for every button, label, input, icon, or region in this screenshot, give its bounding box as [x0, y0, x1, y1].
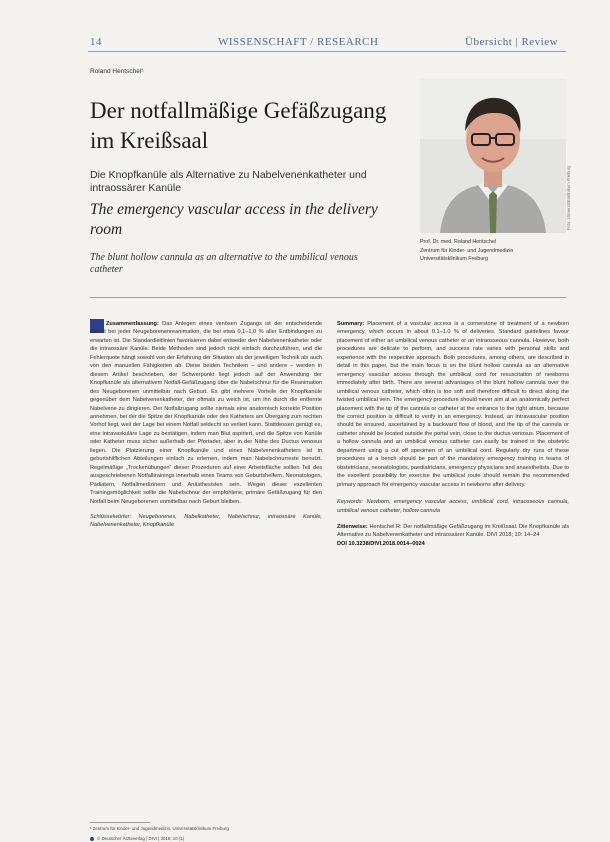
citation-doi: DOI 10.3238/DIVI.2018.0014–0024 — [337, 540, 425, 547]
footnote: ¹ Zentrum für Kinder- und Jugendmedizin, Universitätsklinikum Freiburg — [90, 826, 229, 831]
photo-caption — [420, 238, 570, 264]
page-number: 14 — [90, 36, 102, 48]
english-keywords — [337, 498, 569, 515]
footnote-divider — [90, 822, 150, 823]
caption-line-1: Zentrum für Kinder- und Jugendmedizin — [420, 247, 514, 254]
author-photo — [420, 79, 566, 233]
citation-heading: Zitierweise: — [337, 523, 368, 530]
english-keywords-heading: Keywords: — [337, 499, 364, 506]
german-summary-column — [90, 320, 322, 530]
german-summary — [90, 320, 322, 506]
section-label: WISSENSCHAFT / RESEARCH — [218, 36, 379, 48]
article-subtitle: Die Knopfkanüle als Alternative zu Nabelvenenkatheter und intraossärer Kanüle — [90, 169, 367, 194]
citation-text: Hentschel R: Der notfallmäßige Gefäßzugang im Kreißsaal. Die Knopfkanüle als Alternative zu Nabelvenenkatheter und intraossärer Kanüle. DIVI 2018; 10: 14–24 — [337, 523, 569, 539]
footer-dot-icon — [90, 837, 94, 841]
citation-block — [337, 523, 569, 548]
photo-credit: Foto: Universitätsklinikum Freiburg — [566, 165, 571, 230]
german-summary-text: Das Anlegen eines venösen Zugangs ist der entscheidende Schritt bei jeder Neugeborenenreanimation, die bei etwa 0,1–1,0 % aller Entbindungen zu erwarten ist. Die Standardleitlinien favorisieren dabei entweder den Nabelvenenkatheter oder die intraossäre Kanüle. Beide Methoden sind jedoch nicht einfach durchzuführen, und die Fehlerquote hängt sowohl von der Erfahrung der Situation als der jeweiligen Technik als auch von den manuellen Fähigkeiten ab. Diese beiden Techniken – und andere – werden in diesem Artikel beschrieben, der Schwerpunkt liegt jedoch auf der Anwendung der Knopfkanüle als alternativem Notfall-Gefäßzugang über die Nabelschnur für die Reanimation des Neugeborenen unmittelbar nach Geburt. Es gibt mehrere Vorteile der Knopfkanüle gegenüber dem Nabelvenenkatheter, der oftmals zu weich ist, um ihn durch die entfernte Nabelvene zu dirigieren. Der Notfallzugang sollte niemals eine anatomisch korrekte Position annehmen, bei der die Spitze der Knopfkanüle oder des Katheters am Übergang zum rechten Vorhof liegt, weil der Lage bei einem Notfall seldecht so verliert kann. Stattdessen genügt es, eine intravaskuläre Lage zu bestätigen, indem man Blut aspiriert, und die Spitze von Kanüle oder Katheter muss sicher außerhalb der Pfortader, aber in der Nähe des Ductus venosus liegen. Die Platzierung einer Knopfkanüle und eines Nabelvenenkatheters ist in geburtshilflichen Abteilungen einfach zu erlernen, indem man Nabelschnurreste benutzt. Regelmäßige „Trockenübungen“ dieser Prozeduren auf einer Arbeitsfläche sollten Teil des ausgeschriebenen Notfalltrainings innerhalb eines Teams von Geburtshelfern, Neonatologen, Pädiatern, Notfallmedizinern und Anästhesisten sein. Wegen dieser exzellenten Trainingsmöglichkeit sollte die Nabelschnur der empfohlene, primäre Gefäßzugang für den Notfall beim Neugeborenen unmittelbar nach Geburt bleiben. — [90, 321, 322, 505]
english-summary-heading: Summary: — [337, 321, 365, 327]
author-portrait-icon — [420, 79, 566, 233]
english-summary-text: Placement of a vascular access is a cornerstone of treatment of a newborn emergency, which occurs in about 0.1–1.0 % of deliveries. Standard guidelines favour placement of either an umbilical venous catheter or an intraosseous cannula. However, both procedures are delicate to perform, and success rate varies with personal skills and experience with the respective approach. Both procedures, among others, are described in detail in this paper, but the main focus is on the blunt hollow cannula as an alternative emergency vascular access through the umbilical cord for resuscitation of newborns immediately after birth. There are several advantages of the blunt hollow cannula over the umbilical venous catheter, which often is too soft and therefore difficult to direct along the twisted umbilical vein. The emergency procedure should never aim at an anatomically perfect placement with the tip of the cannula or catheter at the entrance to the right atrium, because the correct position is difficult to verify in an emergency. Instead, an intravascular position should be ensured, ascertained by a backward flow of blood, and the tip of the cannula or catheter should be located outside the portal vein, close to the ductus venosus. Placement of a hollow cannula and an umbilical venous catheter can easily be trained in the obstetric department using a cut off specimen of an umbilical cord. Regularly dry runs of these procedures at a bench should be part of the mandatory emergency training in teams of obstetricians, neonatologists, paediatricians, emergency physicians and anaesthetists. Due to the excellent possibility for exercise the umbilical route should remain the recommended primary approach for emergency vascular access in newborns after delivery. — [337, 321, 569, 488]
caption-line-2: Universitätsklinikum Freiburg — [420, 256, 488, 262]
header-divider — [88, 51, 566, 52]
german-keywords — [90, 513, 322, 530]
german-keywords-text: Neugeborenes, Nabelkatheter, Nabelschnur, intraossäre Kanüle, Nabelvenenkatheter, Knopfkanüle — [90, 513, 322, 529]
english-summary — [337, 320, 569, 489]
german-summary-heading: Zusammenfassung: — [106, 321, 159, 327]
german-keywords-heading: Schlüsselwörter: — [90, 513, 132, 520]
abstract-divider — [90, 297, 566, 298]
english-subtitle: The blunt hollow cannula as an alternative to the umbilical venous catheter — [90, 252, 358, 275]
english-keywords-text: Newborn, emergency vascular access, umbilical cord, intraosseous cannula, umbilical venous catheter, hollow cannula — [337, 499, 570, 514]
author-line: Roland Hentschel¹ — [90, 68, 144, 75]
english-summary-column — [337, 320, 569, 548]
article-title: Der notfallmäßige Gefäßzugang im Kreißsaal — [90, 98, 387, 153]
caption-name: Prof. Dr. med. Roland Hentschel — [420, 239, 496, 245]
page-footer: © Deutscher Ärzteverlag | DIVI | 2018; 10 (1) — [97, 836, 185, 841]
english-title: The emergency vascular access in the delivery room — [90, 201, 378, 238]
category-label: Übersicht | Review — [465, 36, 559, 48]
